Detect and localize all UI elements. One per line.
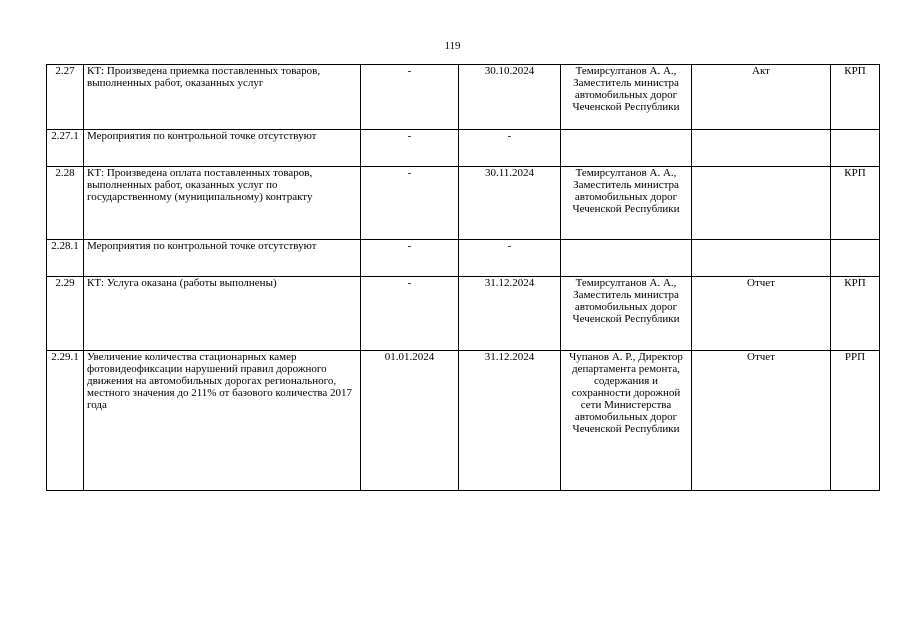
table-row <box>47 277 880 351</box>
row-start-date: - <box>361 167 459 240</box>
row-responsible <box>561 240 692 277</box>
control-points-table <box>46 64 880 491</box>
row-name: КТ: Произведена приемка поставленных товаров, выполненных работ, оказанных услуг <box>84 65 361 130</box>
row-start-date: - <box>361 130 459 167</box>
row-name: КТ: Услуга оказана (работы выполнены) <box>84 277 361 351</box>
row-number: 2.29.1 <box>47 351 84 491</box>
row-responsible: Темирсултанов А. А., Заместитель министра автомобильных дорог Чеченской Республики <box>561 277 692 351</box>
table-row <box>47 240 880 277</box>
row-start-date: - <box>361 240 459 277</box>
row-end-date: 31.12.2024 <box>459 277 561 351</box>
row-end-date: - <box>459 130 561 167</box>
row-document <box>692 167 831 240</box>
row-level: КРП <box>831 65 880 130</box>
row-level: КРП <box>831 277 880 351</box>
row-document <box>692 130 831 167</box>
table-row <box>47 65 880 130</box>
row-level: КРП <box>831 167 880 240</box>
row-number: 2.28.1 <box>47 240 84 277</box>
row-end-date: 31.12.2024 <box>459 351 561 491</box>
table-row <box>47 130 880 167</box>
row-responsible: Темирсултанов А. А., Заместитель министра автомобильных дорог Чеченской Республики <box>561 65 692 130</box>
row-document: Отчет <box>692 351 831 491</box>
row-end-date: - <box>459 240 561 277</box>
row-level <box>831 130 880 167</box>
table-row <box>47 167 880 240</box>
row-responsible: Темирсултанов А. А., Заместитель министра автомобильных дорог Чеченской Республики <box>561 167 692 240</box>
row-number: 2.27.1 <box>47 130 84 167</box>
row-responsible: Чупанов А. Р., Директор департамента ремонта, содержания и сохранности дорожной сети Министерства автомобильных дорог Чеченской Республики <box>561 351 692 491</box>
row-number: 2.28 <box>47 167 84 240</box>
row-document: Акт <box>692 65 831 130</box>
row-name: Мероприятия по контрольной точке отсутствуют <box>84 130 361 167</box>
row-responsible <box>561 130 692 167</box>
row-end-date: 30.10.2024 <box>459 65 561 130</box>
row-end-date: 30.11.2024 <box>459 167 561 240</box>
row-level: РРП <box>831 351 880 491</box>
row-start-date: - <box>361 65 459 130</box>
row-document: Отчет <box>692 277 831 351</box>
page-number: 119 <box>444 40 461 52</box>
row-start-date: - <box>361 277 459 351</box>
row-name: Увеличение количества стационарных камер фотовидеофиксации нарушений правил дорожного движения на автомобильных дорогах регионального, местного значения до 211% от базового количества 2017 года <box>84 351 361 491</box>
row-number: 2.27 <box>47 65 84 130</box>
row-start-date: 01.01.2024 <box>361 351 459 491</box>
table-row <box>47 351 880 491</box>
row-level <box>831 240 880 277</box>
row-number: 2.29 <box>47 277 84 351</box>
row-name: КТ: Произведена оплата поставленных товаров, выполненных работ, оказанных услуг по государственному (муниципальному) контракту <box>84 167 361 240</box>
row-name: Мероприятия по контрольной точке отсутствуют <box>84 240 361 277</box>
row-document <box>692 240 831 277</box>
